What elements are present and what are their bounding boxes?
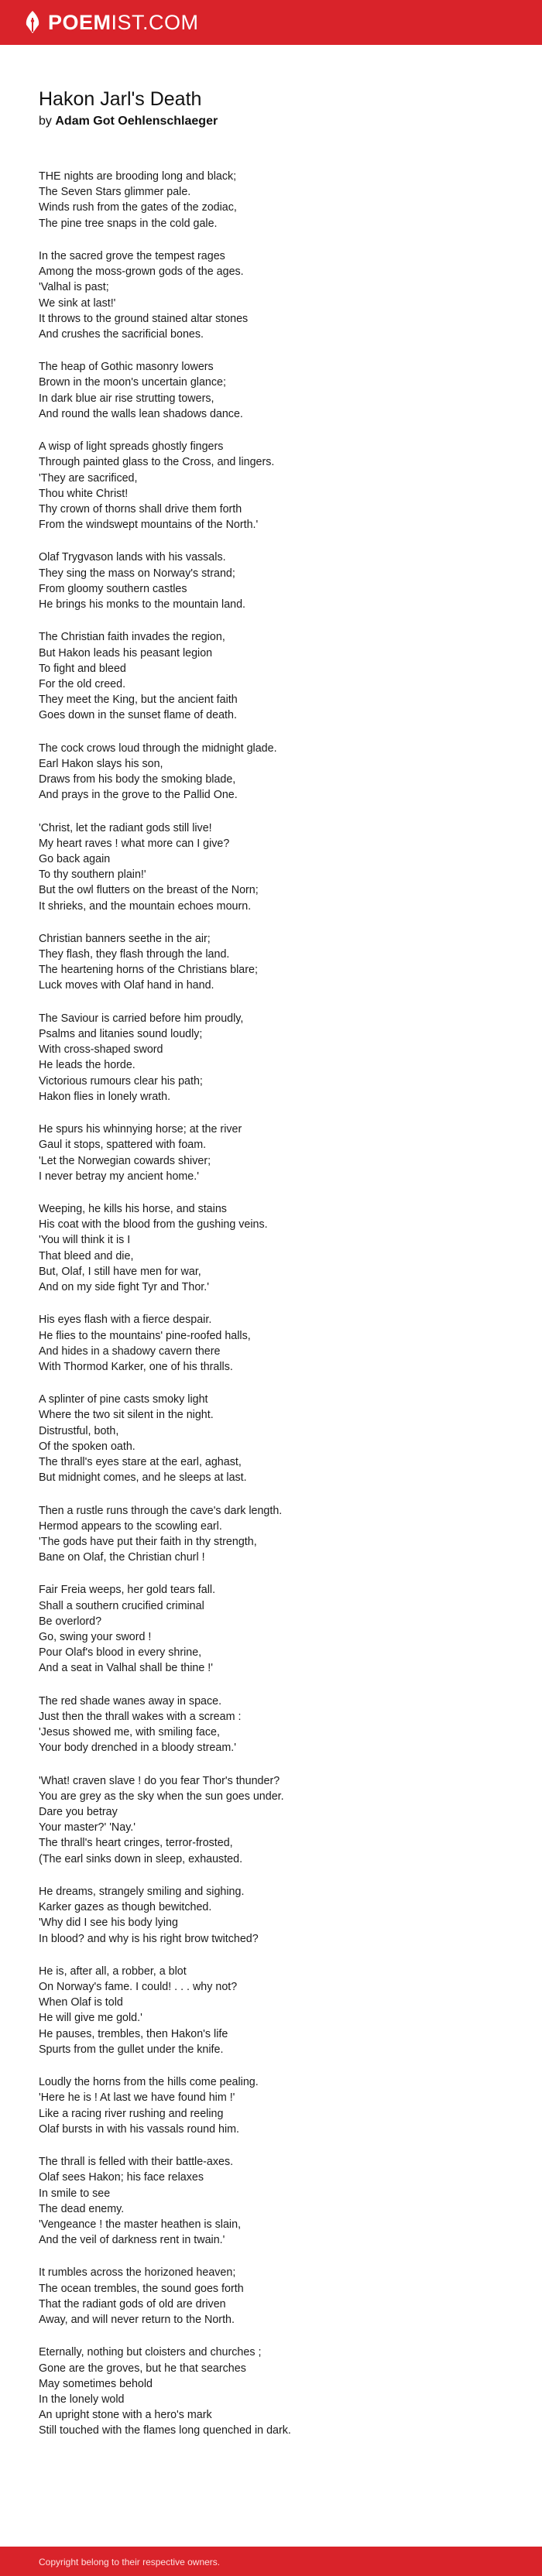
poem-line: But, Olaf, I still have men for war, (39, 1265, 201, 1278)
poem-line: He will give me gold.' (39, 2012, 142, 2025)
poem-line: Eternally, nothing but cloisters and churches ; (39, 2346, 262, 2359)
poem-line: The heartening horns of the Christians blare; (39, 964, 258, 977)
poem-line: Just then the thrall wakes with a scream : (39, 1710, 242, 1723)
poem-line: And round the walls lean shadows dance. (39, 407, 243, 420)
poem-line: 'Jesus showed me, with smiling face, (39, 1726, 220, 1739)
poem-line: Go back again (39, 852, 111, 865)
poem-line: 'They are sacrificed, (39, 471, 138, 485)
stanza (39, 550, 511, 612)
poem-line: He brings his monks to the mountain land. (39, 598, 246, 611)
poem-line: Olaf sees Hakon; his face relaxes (39, 2171, 204, 2184)
poem-line: But Hakon leads his peasant legion (39, 646, 213, 659)
poem-line: Olaf bursts in with his vassals round him. (39, 2122, 240, 2136)
stanza (39, 2345, 511, 2438)
poem-line: And hides in a shadowy cavern there (39, 1345, 221, 1358)
poem-line: 'You will think it is I (39, 1234, 131, 1247)
poem-line: And prays in the grove to the Pallid One. (39, 789, 238, 802)
poem-line: But midnight comes, and he sleeps at last. (39, 1471, 247, 1485)
poem-title: Hakon Jarl's Death (39, 88, 202, 110)
stanza (39, 439, 511, 533)
poem-line: Christian banners seethe in the air; (39, 932, 211, 945)
poem-line: Weeping, he kills his horse, and stains (39, 1203, 227, 1215)
poem-line: Gone are the groves, but he that searches (39, 2362, 246, 2375)
copyright-notice: Copyright belong to their respective owners. (39, 2557, 221, 2567)
poem-line: To fight and bleed (39, 662, 126, 675)
poem-line: He is, after all, a robber, a blot (39, 1965, 187, 1978)
poem-line: The Saviour is carried before him proudly, (39, 1012, 244, 1025)
stanza (39, 931, 511, 994)
stanza (39, 1011, 511, 1105)
stanza (39, 1312, 511, 1375)
poem-line: Of the spoken oath. (39, 1440, 136, 1453)
poem-line: Hermod appears to the scowling earl. (39, 1519, 222, 1533)
poem-line: Winds rush from the gates of the zodiac, (39, 201, 237, 214)
stanza (39, 629, 511, 723)
poem-line: 'What! craven slave ! do you fear Thor's thunder? (39, 1774, 280, 1787)
poem-line: From gloomy southern castles (39, 582, 187, 595)
by-label: by (39, 115, 52, 128)
poem-line: The heap of Gothic masonry lowers (39, 361, 214, 374)
poem-line: 'Here he is ! At last we have found him !' (39, 2091, 235, 2105)
site-footer (0, 2547, 542, 2576)
poem-line: Your body drenched in a bloody stream.' (39, 1742, 236, 1755)
poem-line: With cross-shaped sword (39, 1043, 163, 1057)
poem-line: He pauses, trembles, then Hakon's life (39, 2027, 228, 2040)
poem-line: The Christian faith invades the region, (39, 631, 225, 644)
stanza (39, 1582, 511, 1676)
poem-line: It throws to the ground stained altar stones (39, 312, 249, 325)
poem-line: From the windswept mountains of the North.' (39, 519, 259, 532)
poem-line: You are grey as the sky when the sun goes under. (39, 1790, 284, 1803)
poem-line: It rumbles across the horizoned heaven; (39, 2266, 236, 2280)
stanza (39, 169, 511, 231)
poem-line: I never betray my ancient home.' (39, 1170, 199, 1183)
poem-line: The cock crows loud through the midnight glade. (39, 742, 277, 755)
poem-line: 'Vengeance ! the master heathen is slain, (39, 2218, 242, 2231)
poem-line: A wisp of light spreads ghostly fingers (39, 440, 224, 454)
poem-line: Thy crown of thorns shall drive them forth (39, 502, 242, 516)
poem-line: Goes down in the sunset flame of death. (39, 709, 237, 722)
poem-line: 'Valhal is past; (39, 281, 109, 294)
poem-line: In blood? and why is his right brow twitched? (39, 1932, 259, 1945)
poem-line: 'Christ, let the radiant gods still live! (39, 821, 212, 834)
stanza (39, 1773, 511, 1867)
poem-line: He spurs his whinnying horse; at the river (39, 1123, 242, 1136)
stanza (39, 1884, 511, 1947)
poem-line: They flash, they flash through the land. (39, 948, 230, 961)
poem-line: Pour Olaf's blood in every shrine, (39, 1646, 202, 1660)
poem-line: In dark blue air rise strutting towers, (39, 392, 214, 405)
poem-line: To thy southern plain!' (39, 868, 146, 882)
stanza (39, 1122, 511, 1184)
poem-line: Where the two sit silent in the night. (39, 1409, 214, 1422)
quill-pen-icon (23, 10, 42, 35)
poem-line: And the veil of darkness rent in twain.' (39, 2234, 225, 2247)
poem-line: Through painted glass to the Cross, and lingers. (39, 456, 275, 469)
poem-line: They sing the mass on Norway's strand; (39, 567, 235, 580)
poem-line: Luck moves with Olaf hand in hand. (39, 979, 214, 992)
poem-line: He leads the horde. (39, 1059, 136, 1072)
site-logo-link[interactable] (23, 9, 199, 36)
poem-line: 'The gods have put their faith in thy strength, (39, 1535, 257, 1548)
poem-byline (39, 113, 511, 130)
poem-line: Gaul it stops, spattered with foam. (39, 1139, 207, 1152)
poem-line: Psalms and litanies sound loudly; (39, 1027, 203, 1040)
poem-line: Be overlord? (39, 1615, 102, 1628)
logo-wordmark: POEMIST.COM (48, 11, 199, 34)
stanza (39, 1964, 511, 2057)
poem-line: And on my side fight Tyr and Thor.' (39, 1281, 209, 1294)
poem-line: The thrall's eyes stare at the earl, aghast, (39, 1456, 242, 1469)
poem-line: Brown in the moon's uncertain glance; (39, 376, 226, 389)
poem-line: Fair Freia weeps, her gold tears fall. (39, 1584, 216, 1597)
poem-line: (The earl sinks down in sleep, exhausted. (39, 1852, 243, 1865)
poem-line: Loudly the horns from the hills come pealing. (39, 2076, 259, 2089)
stanza (39, 2154, 511, 2248)
poem-line: And crushes the sacrificial bones. (39, 327, 204, 341)
poem-body (39, 169, 511, 2456)
stanza (39, 741, 511, 803)
poem-line: He dreams, strangely smiling and sighing. (39, 1885, 245, 1898)
stanza (39, 248, 511, 342)
poem-line: Victorious rumours clear his path; (39, 1074, 203, 1088)
poem-line: Then a rustle runs through the cave's dark length. (39, 1504, 283, 1517)
poem-line: The pine tree snaps in the cold gale. (39, 217, 218, 230)
poem-line: My heart raves ! what more can I give? (39, 837, 230, 850)
poem-line: The Seven Stars glimmer pale. (39, 186, 191, 199)
poem-line: 'Let the Norwegian cowards shiver; (39, 1154, 211, 1167)
poem-line: And a seat in Valhal shall be thine !' (39, 1662, 214, 1675)
poem-line: 'Why did I see his body lying (39, 1917, 178, 1930)
poem-line: THE nights are brooding long and black; (39, 170, 237, 183)
site-header (0, 0, 542, 45)
poem-line: The thrall is felled with their battle-axes. (39, 2156, 234, 2169)
stanza (39, 1694, 511, 1756)
poem-line: It shrieks, and the mountain echoes mourn. (39, 899, 252, 913)
poem-line: For the old creed. (39, 677, 126, 690)
poem-line: Hakon flies in lonely wrath. (39, 1090, 171, 1103)
poem-line: On Norway's fame. I could! . . . why not? (39, 1981, 238, 1994)
poem-line: That bleed and die, (39, 1249, 134, 1262)
poem-heading (39, 87, 511, 130)
poem-line: In the lonely wold (39, 2393, 125, 2406)
poem-line: Karker gazes as though bewitched. (39, 1901, 212, 1914)
poem-line: In the sacred grove the tempest rages (39, 249, 225, 262)
poem-line: The ocean trembles, the sound goes forth (39, 2282, 244, 2295)
poem-line: Earl Hakon slays his son, (39, 757, 163, 770)
stanza (39, 820, 511, 914)
poem-line: Thou white Christ! (39, 487, 129, 500)
stanza (39, 2074, 511, 2137)
poem-line: Like a racing river rushing and reeling (39, 2107, 224, 2120)
poem-line: The thrall's heart cringes, terror-frosted, (39, 1837, 233, 1850)
poem-line: The dead enemy. (39, 2202, 125, 2215)
poem-line: The red shade wanes away in space. (39, 1694, 222, 1708)
poem-line: His coat with the blood from the gushing veins. (39, 1218, 268, 1231)
poem-line: They meet the King, but the ancient faith (39, 694, 238, 707)
poem-line: With Thormod Karker, one of his thralls. (39, 1360, 233, 1373)
stanza (39, 1503, 511, 1566)
poem-line: Spurts from the gullet under the knife. (39, 2043, 224, 2056)
poem-line: An upright stone with a hero's mark (39, 2409, 212, 2422)
stanza (39, 1392, 511, 1485)
poem-line: Away, and will never return to the North. (39, 2314, 235, 2327)
poem-line: Distrustful, both, (39, 1424, 119, 1437)
poem-line: Among the moss-grown gods of the ages. (39, 265, 244, 279)
poem-line: A splinter of pine casts smoky light (39, 1393, 208, 1406)
poem-line: When Olaf is told (39, 1996, 123, 2009)
poem-line: Draws from his body the smoking blade, (39, 773, 236, 786)
poem-line: Shall a southern crucified criminal (39, 1599, 204, 1612)
poem-line: But the owl flutters on the breast of the Norn; (39, 884, 259, 897)
poem-line: We sink at last!' (39, 296, 116, 310)
stanza (39, 1201, 511, 1295)
poem-line: May sometimes behold (39, 2377, 153, 2390)
poem-line: Go, swing your sword ! (39, 1631, 152, 1644)
stanza (39, 2265, 511, 2328)
poem-line: Still touched with the flames long quenched in dark. (39, 2424, 291, 2437)
poem-line: Olaf Trygvason lands with his vassals. (39, 551, 226, 564)
poem-line: He flies to the mountains' pine-roofed halls, (39, 1329, 251, 1342)
poem-line: Bane on Olaf, the Christian churl ! (39, 1551, 205, 1564)
poem-line: That the radiant gods of old are driven (39, 2297, 226, 2311)
poem-author[interactable]: Adam Got Oehlenschlaeger (55, 115, 218, 128)
stanza (39, 359, 511, 422)
poem-line: Dare you betray (39, 1806, 118, 1819)
poem-line: His eyes flash with a fierce despair. (39, 1314, 212, 1327)
poem-line: Your master?' 'Nay.' (39, 1821, 136, 1834)
poem-line: In smile to see (39, 2187, 111, 2200)
